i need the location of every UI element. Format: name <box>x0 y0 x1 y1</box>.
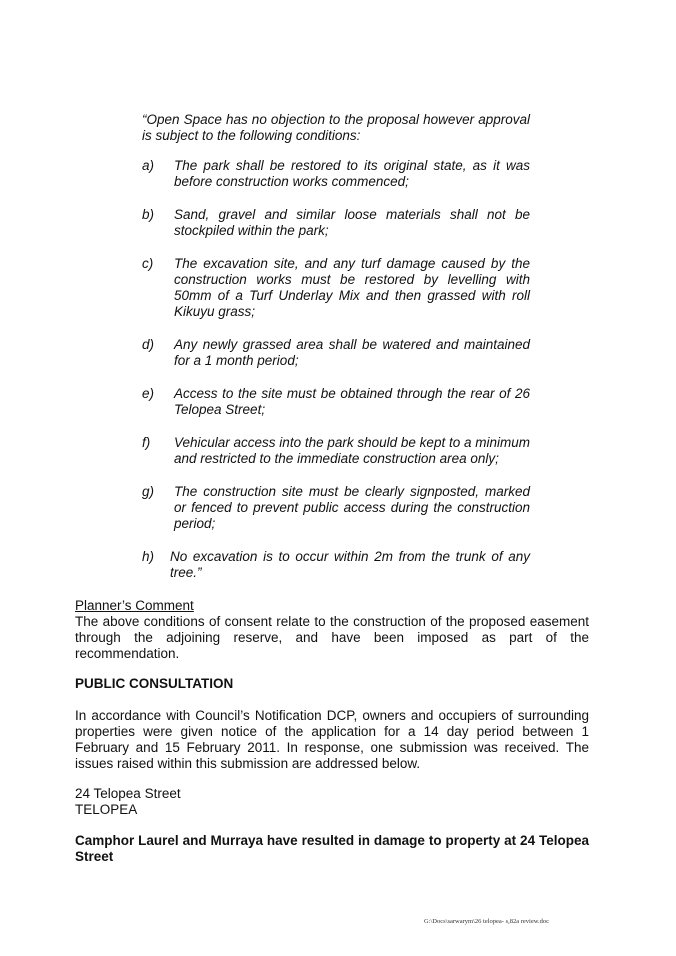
condition-text: The park shall be restored to its original state, as it was before construction works commenced; <box>174 158 530 189</box>
condition-letter: c) <box>142 256 154 271</box>
planners-comment-section <box>75 598 589 662</box>
condition-a <box>142 158 530 190</box>
public-consultation-body: In accordance with Council’s Notification DCP, owners and occupiers of surrounding properties were given notice of the application for a 14 day period between 1 February and 15 February 2011. In response, one submission was received. The issues raised within this submission are addressed below. <box>75 708 589 771</box>
quote-intro: “Open Space has no objection to the proposal however approval is subject to the following conditions: <box>142 112 530 143</box>
condition-g <box>142 484 530 532</box>
condition-c <box>142 256 530 320</box>
condition-text: Sand, gravel and similar loose materials shall not be stockpiled within the park; <box>174 207 530 238</box>
condition-f <box>142 435 530 467</box>
condition-letter: h) <box>142 549 155 564</box>
address-line-1: 24 Telopea Street <box>75 786 181 801</box>
condition-text: No excavation is to occur within 2m from the trunk of any tree.” <box>170 549 530 580</box>
submission-address <box>75 786 589 818</box>
public-consultation-heading: PUBLIC CONSULTATION <box>75 676 234 691</box>
condition-text: Any newly grassed area shall be watered and maintained for a 1 month period; <box>174 337 530 368</box>
address-line-2: TELOPEA <box>75 802 138 817</box>
condition-letter: d) <box>142 337 155 352</box>
condition-d <box>142 337 530 369</box>
planners-comment-body: The above conditions of consent relate to the construction of the proposed easement through the adjoining reserve, and have been imposed as part of the recommendation. <box>75 614 589 661</box>
condition-letter: b) <box>142 207 155 222</box>
condition-b <box>142 207 530 239</box>
quoted-conditions <box>142 112 530 598</box>
planners-comment-heading: Planner’s Comment <box>75 598 194 613</box>
condition-letter: e) <box>142 386 155 401</box>
condition-letter: g) <box>142 484 155 499</box>
condition-h <box>142 549 530 581</box>
submission-issue-heading: Camphor Laurel and Murraya have resulted in damage to property at 24 Telopea Street <box>75 833 589 864</box>
condition-text: The excavation site, and any turf damage caused by the construction works must be restored by levelling with 50mm of a Turf Underlay Mix and then grassed with roll Kikuyu grass; <box>174 256 530 319</box>
document-path-footer: G:\Docs\sarwarym\26 telopea- s,82a review.doc <box>424 918 550 925</box>
condition-e <box>142 386 530 418</box>
condition-text: Vehicular access into the park should be kept to a minimum and restricted to the immediate construction area only; <box>174 435 530 466</box>
condition-text: Access to the site must be obtained through the rear of 26 Telopea Street; <box>174 386 530 417</box>
condition-text: The construction site must be clearly signposted, marked or fenced to prevent public access during the construction period; <box>174 484 530 531</box>
public-consultation-section <box>75 676 589 772</box>
condition-letter: a) <box>142 158 155 173</box>
condition-letter: f) <box>142 435 151 450</box>
